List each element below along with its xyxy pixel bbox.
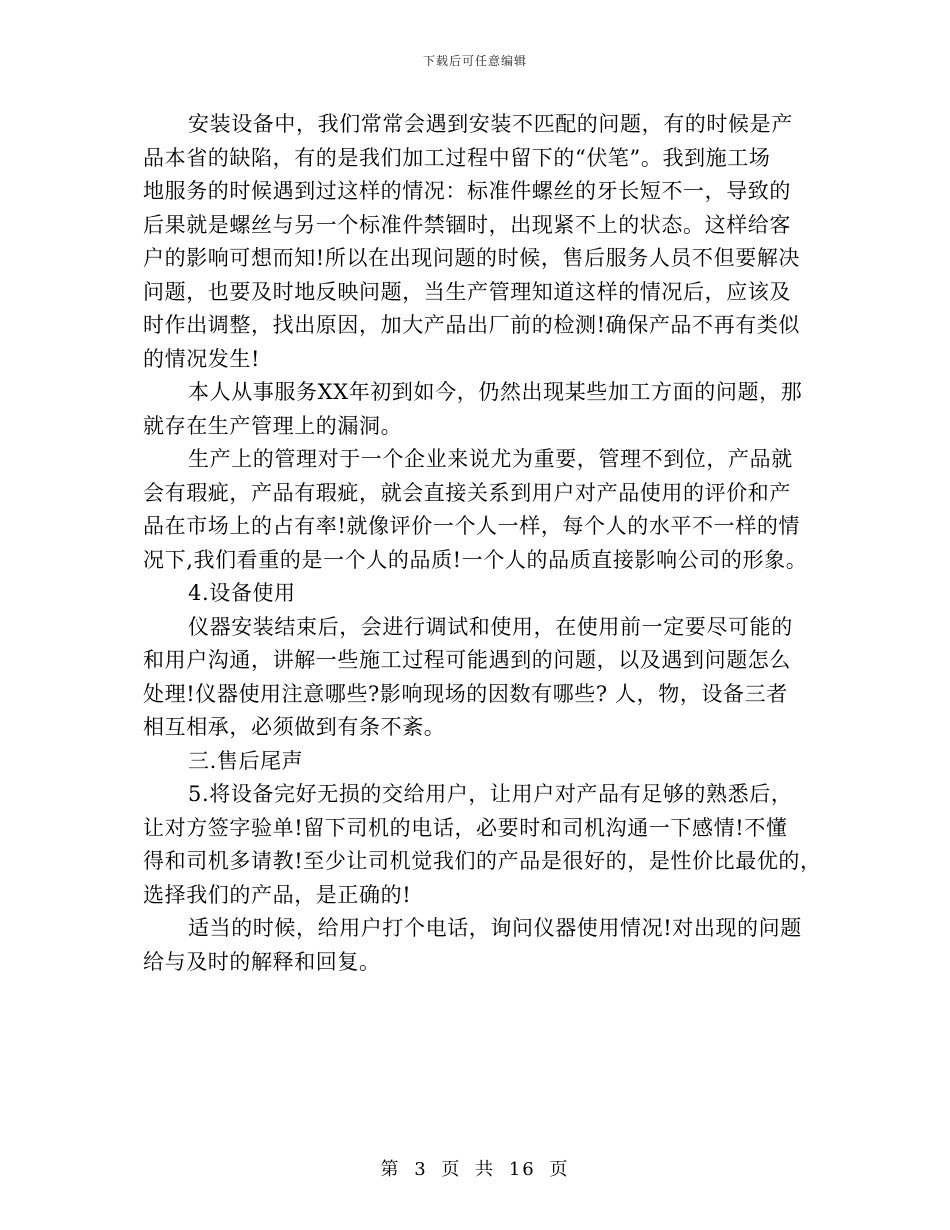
text-line: 给与及时的解释和回复。 [143, 949, 381, 974]
page-number-footer: 第 3 页 共 16 页 [380, 1159, 570, 1180]
text-line: 5.将设备完好无损的交给用户，让用户对产品有足够的熟悉后， [188, 782, 793, 806]
text-line: 况下,我们看重的是一个人的品质!一个人的品质直接影响公司的形象。 [143, 547, 808, 572]
text-line: 品本省的缺陷，有的是我们加工过程中留下的“伏笔”。我到施工场 [143, 145, 771, 170]
text-line: 地服务的时候遇到过这样的情况：标准件螺丝的牙长短不一，导致的 [143, 179, 791, 203]
text-line: 和用户沟通，讲解一些施工过程可能遇到的问题，以及遇到问题怎么 [143, 648, 791, 672]
text-line: 生产上的管理对于一个企业来说尤为重要，管理不到位，产品就 [188, 447, 793, 471]
text-line: 仪器安装结束后，会进行调试和使用，在使用前一定要尽可能的 [188, 614, 793, 639]
text-line: 时作出调整，找出原因，加大产品出厂前的检测!确保产品不再有类似 [143, 313, 801, 337]
text-line: 适当的时候，给用户打个电话，询问仪器使用情况!对出现的问题 [188, 916, 802, 940]
text-line: 让对方签字验单!留下司机的电话，必要时和司机沟通一下感情!不懂 [143, 815, 788, 840]
section-heading: 4.设备使用 [188, 581, 296, 605]
text-line: 相互相承，必须做到有条不紊。 [143, 715, 446, 739]
document-body [143, 108, 822, 979]
text-line: 后果就是螺丝与另一个标准件禁锢时，出现紧不上的状态。这样给客 [143, 212, 791, 237]
text-line: 品在市场上的占有率!就像评价一个人一样，每个人的水平不一样的情 [143, 514, 801, 538]
text-line: 的情况发生! [143, 346, 261, 371]
page-header: 下载后可任意编辑 [422, 54, 527, 68]
text-line: 处理!仪器使用注意哪些?影响现场的因数有哪些? 人，物，设备三者 [143, 681, 788, 706]
text-line: 得和司机多请教!至少让司机觉我们的产品是很好的，是性价比最优的， [143, 849, 822, 873]
text-line: 户的影响可想而知!所以在出现问题的时候，售后服务人员不但要解决 [143, 246, 801, 270]
text-line: 问题，也要及时地反映问题，当生产管理知道这样的情况后，应该及 [143, 279, 791, 304]
text-line: 本人从事服务XX年初到如今，仍然出现某些加工方面的问题，那 [188, 380, 803, 404]
text-line: 选择我们的产品，是正确的! [143, 882, 412, 907]
section-heading: 三.售后尾声 [188, 748, 304, 773]
text-line: 会有瑕疵，产品有瑕疵，就会直接关系到用户对产品使用的评价和产 [143, 480, 791, 505]
text-line: 就存在生产管理上的漏洞。 [143, 413, 403, 438]
text-line: 安装设备中，我们常常会遇到安装不匹配的问题，有的时候是产 [188, 112, 793, 136]
